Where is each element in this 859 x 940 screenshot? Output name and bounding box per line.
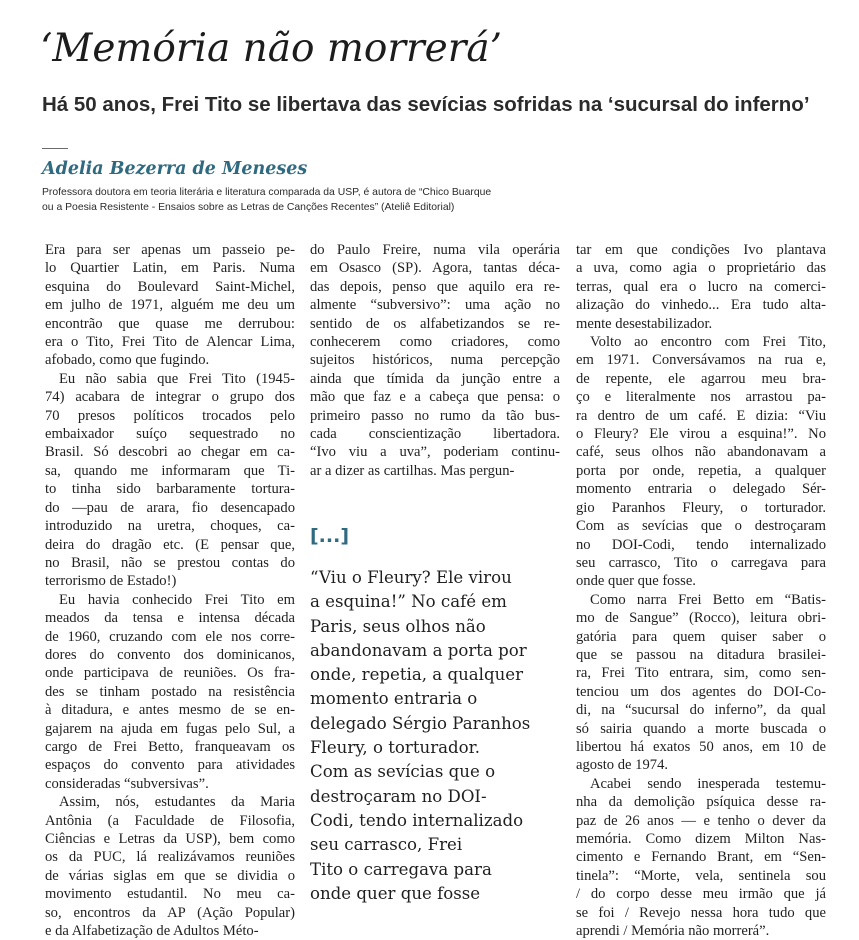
text-line: porta por onde, repetia, a qualquer [576,462,826,479]
author-bio-line: Professora doutora em teoria literária e literatura comparada da USP, é autora de “Chico Buarque [42,187,492,198]
body-column-1 [45,241,295,940]
text-line: mão que faz e a cabeça que pensa: o [310,389,560,406]
text-line: “Ivo viu a uva”, poderiam continu- [310,444,560,461]
text-line: Era para ser apenas um passeio pe- [45,242,295,258]
pull-quote-line: Tito o carregava para [310,859,492,879]
text-line: mente desestabilizador. [576,315,713,332]
text-line: mo de Sangue” (Rocco), leitura obri- [576,610,826,627]
pull-quote-line: delegado Sérgio Paranhos [310,713,531,733]
text-line: 74) acabara de integrar o grupo dos [45,389,295,406]
author-name: Adelia Bezerra de Meneses [42,159,308,179]
text-line: onde participava de reuniões. Os fra- [45,665,295,682]
text-line: de repente, ele agarrou meu bra- [576,370,826,387]
text-line: de várias siglas em que se dividia o [45,867,295,884]
text-line: alização do vinhedo... Era tudo alta- [576,297,826,314]
text-line: café, seus olhos não abandonavam a [576,444,826,461]
text-line: sujeitos históricos, numa percepção [310,352,560,369]
text-line: onde quer que fosse. [576,573,696,590]
text-line: Ciências e Letras da USP), bem como [45,831,295,847]
text-line: so, encontros da AP (Ação Popular) [45,904,295,921]
byline-rule [42,148,68,149]
text-line: tinela”: “Morte, vela, sentinela sou [576,867,826,884]
text-line: deira do dragão etc. (E pensar que, [45,536,295,553]
text-line: Brasil. Só descobri ao chegar em ca- [45,444,295,461]
text-line: ra, Frei Tito entrara, sim, como sen- [576,665,826,682]
pull-quote-line: abandonavam a porta por [310,640,527,660]
text-line: do —pau de arara, fio desencapado [45,499,295,516]
text-line: em 1971. Conversávamos na rua e, [576,352,826,369]
text-line: gatória para quem quiser saber o [576,628,826,645]
text-line: era o Tito, Frei Tito de Alencar Lima, [45,334,295,351]
paragraph [45,591,295,793]
text-line: primeiro passo no rumo da tão bus- [310,407,560,424]
text-line: seu carrasco, Tito o carregava para [576,554,826,571]
text-line: e da Alfabetização de Adultos Méto- [45,923,259,940]
text-line: o Fleury? Ele virou a esquina!”. No [576,426,826,443]
pull-quote-line: onde, repetia, a qualquer [310,665,524,685]
pull-quote-line: a esquina!” No café em [310,592,507,612]
text-line: lo Quartier Latin, em Paris. Numa [45,260,295,277]
text-line: dores do convento dos dominicanos, [45,646,295,663]
text-line: aprendi / Memória não morrerá”. [576,923,770,940]
text-line: Volto ao encontro com Frei Tito, [590,334,826,351]
text-line: di, na “sucursal do inferno”, da qual [576,702,826,719]
paragraph [45,370,295,591]
text-line: Assim, nós, estudantes da Maria [59,794,295,811]
text-line: terras, qual era o lucro na comerci- [576,278,826,295]
text-line: se foi / Revejo nessa hora tudo que [576,904,826,921]
text-line: meados da tensa e intensa década [45,610,295,627]
pull-quote-line: Fleury, o torturador. [310,738,481,758]
text-line: to tinha sido barbaramente tortura- [45,481,295,498]
text-line: libertou há exatos 50 anos, em 10 de [576,738,826,755]
text-line: tenciou um dos agentes do DOI-Co- [576,683,826,700]
text-line: gajarem na ajuda em fugas pelo Sul, a [45,720,295,737]
text-line: das depois, penso que aquilo era re- [310,278,560,295]
subheadline: Há 50 anos, Frei Tito se libertava das sevícias sofridas na ‘sucursal do inferno’ [42,93,810,116]
pull-quote-line: seu carrasco, Frei [310,835,463,855]
text-line: memória. Como dizem Milton Nas- [576,831,826,847]
text-line: Acabei sendo inesperada testemu- [590,775,826,792]
pull-quote-line: Paris, seus olhos não [310,616,486,636]
text-line: des se tinham postado na resistência [45,683,295,700]
text-line: / do corpo desse meu irmão que já [576,886,826,903]
text-line: só sairia quando a morte buscada o [576,720,826,737]
text-line: cimento e Fernando Brant, em “Sen- [576,849,826,866]
text-line: os da PUC, lá realizávamos reuniões [45,849,295,866]
paragraph [576,333,826,591]
pull-quote-line: Codi, tendo internalizado [310,810,524,830]
text-line: Com as sevícias que o destroçaram [576,518,826,535]
text-line: a uva, como agia o proprietário das [576,260,826,277]
text-line: esquina do Boulevard Saint-Michel, [45,278,295,295]
text-line: em Osasco (SP). Agora, tantas déca- [310,260,560,277]
text-line: nha da demolição psíquica desse ra- [576,794,826,811]
text-line: sa, quando me informaram que Ti- [45,462,295,479]
text-line: que se passou na ditadura brasilei- [576,646,826,663]
text-line: encontrão que quase me derrubou: [45,315,295,332]
text-line: tar em que condições Ivo plantava [576,242,826,258]
text-line: conhecerem como criadores, como [310,334,560,351]
text-line: ço e literalmente nos arrastou pa- [576,389,826,406]
text-line: ar a dizer as cartilhas. Mas pergun- [310,462,515,479]
text-line: afobado, como que fugindo. [45,352,210,369]
pull-quote-line: Com as sevícias que o [310,762,496,782]
text-line: Eu havia conhecido Frei Tito em [59,591,295,608]
text-line: embaixador suíço sequestrado no [45,426,295,443]
text-line: sentido de os alfabetizandos se re- [310,315,560,332]
body-column-3 [576,241,826,940]
pull-quote-line: onde quer que fosse [310,883,481,903]
text-line: no DOI-Codi, tendo internalizado [576,536,826,553]
text-line: ra dentro de um café. E dizia: “Viu [576,407,826,424]
text-line: Como narra Frei Betto em “Batis- [590,591,826,608]
pull-quote-line: momento entraria o [310,689,478,709]
pull-quote-line: destroçaram no DOI- [310,786,487,806]
body-column-2 [310,241,560,480]
paragraph [576,241,826,333]
text-line: de 1960, cruzando com ele nos corre- [45,628,295,645]
pull-quote-line: “Viu o Fleury? Ele virou [310,568,512,587]
text-line: Eu não sabia que Frei Tito (1945- [59,370,295,387]
text-line: terrorismo de Estado!) [45,573,177,590]
text-line: do Paulo Freire, numa vila operária [310,242,560,258]
text-line: gio Paranhos Fleury, o torturador. [576,499,826,516]
text-line: 70 presos políticos trocados pelo [45,407,295,424]
paragraph [45,793,295,940]
paragraph [576,591,826,775]
pull-quote [310,566,560,906]
text-line: espaços do convento para atividades [45,757,295,774]
author-bio-line: ou a Poesia Resistente - Ensaios sobre as Letras de Canções Recentes” (Ateliê Editorial) [42,201,455,213]
text-line: consideradas “subversivas”. [45,775,209,792]
text-line: cargo de Frei Betto, franqueavam os [45,738,295,755]
text-line: agosto de 1974. [576,757,669,774]
text-line: introduzido na uretra, choques, ca- [45,518,295,535]
text-line: Antônia (a Faculdade de Filosofia, [45,812,295,829]
text-line: no Brasil, não se prestou contas do [45,554,295,571]
text-line: almente “subversivo”: uma ação no [310,297,560,314]
text-line: paz de 26 anos — e tenho o dever da [576,812,826,829]
paragraph [310,241,560,480]
text-line: momento entraria o delegado Sér- [576,481,826,498]
author-bio [42,186,602,215]
headline: ‘Memória não morrerá’ [40,26,503,71]
omission-mark: [...] [310,525,350,547]
paragraph [576,775,826,940]
text-line: cada conscientização libertadora. [310,426,560,443]
paragraph [45,241,295,370]
text-line: à ditadura, e antes mesmo de se en- [45,702,295,719]
text-line: ainda que tímida da junção entre a [310,370,560,387]
text-line: movimento estudantil. No meu ca- [45,886,295,903]
text-line: em julho de 1971, alguém me deu um [45,297,295,314]
